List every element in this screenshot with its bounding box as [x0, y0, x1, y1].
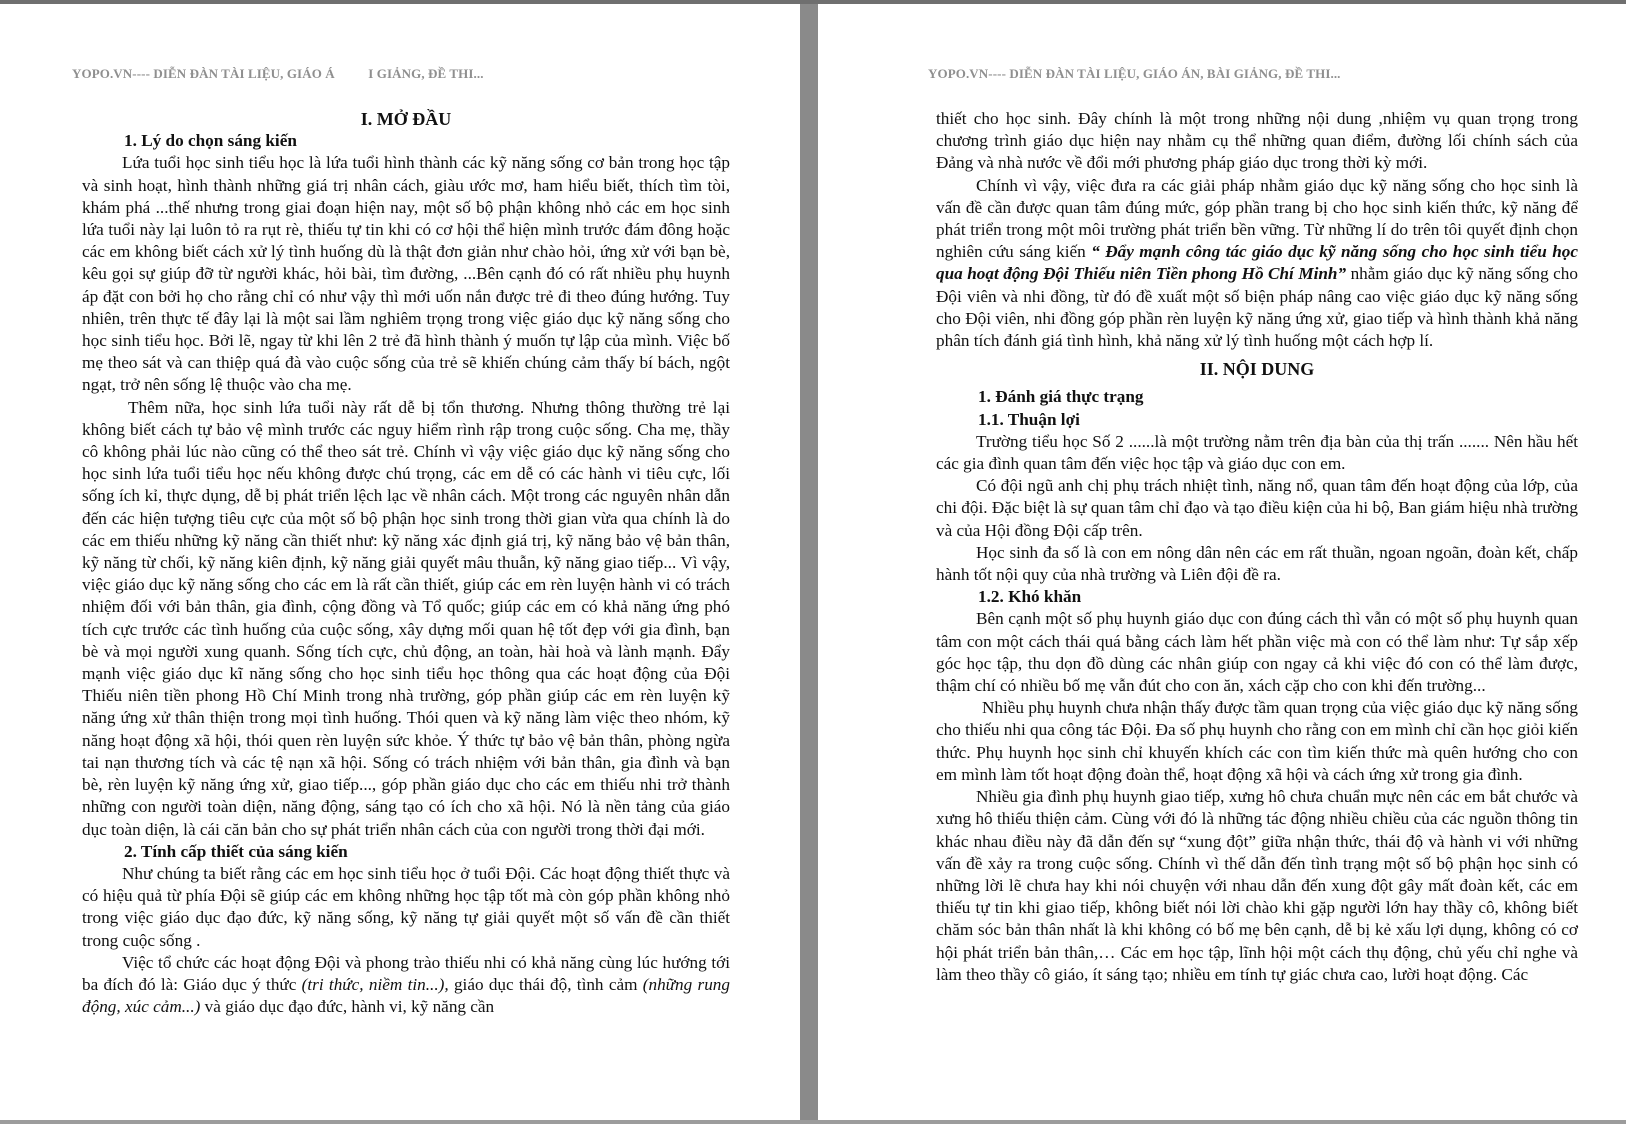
paragraph: Bên cạnh một số phụ huynh giáo dục con đúng cách thì vẫn có một số phụ huynh quan tâm con một cách thái quá bằng cách làm hết phần việc mà con có thể làm như: Tự sắp xếp góc học tập, thu dọn đồ dùng các nhân giúp con ngay cả khi việc đó con có thể làm được, thậm chí có nhiều bố mẹ vẫn đút cho con ăn, xách cặp cho con khi đến trường... — [936, 609, 1578, 696]
page-header: YOPO.VN---- DIỄN ĐÀN TÀI LIỆU, GIÁO ÁN, BÀI GIẢNG, ĐỀ THI... — [928, 66, 1341, 81]
paragraph: Nhiều phụ huynh chưa nhận thấy được tầm quan trọng của việc giáo dục kỹ năng sống cho thiếu nhi qua công tác Đội. Đa số phụ huynh cho rằng con em mình chỉ cần học giỏi kiến thức. Phụ huynh học sinh chỉ khuyến khích các con tìm kiến thức mà quên hướng cho con em mình làm tốt hoạt động đoàn thể, hoạt động xã hội và cách ứng xử trong gia đình. — [936, 698, 1578, 784]
italic-text: (những rung động, xúc cảm...) — [82, 974, 730, 1017]
paragraph: Có đội ngũ anh chị phụ trách nhiệt tình, năng nổ, quan tâm đến hoạt động của lớp, của chi đội. Đặc biệt là sự quan tâm chỉ đạo và tạo điều kiện của hi bộ, Ban giám hiệu nhà trường và của Hội đồng Đội cấp trên. — [936, 476, 1578, 540]
page-header: YOPO.VN---- DIỄN ĐÀN TÀI LIỆU, GIÁO Á I GIẢNG, ĐỀ THI... — [72, 66, 484, 81]
paragraph-text: giáo dục thái độ, tình cảm — [448, 974, 643, 994]
section-title: II. NỘI DUNG — [1199, 359, 1315, 380]
subsection-heading: 1. Lý do chọn sáng kiến — [124, 131, 297, 151]
paragraph — [82, 952, 730, 1019]
paragraph-text: và giáo dục đạo đức, hành vi, kỹ năng cần — [200, 997, 495, 1017]
subsection-heading: 2. Tính cấp thiết của sáng kiến — [124, 841, 348, 861]
paragraph-text: nhằm giáo dục kỹ năng sống cho Đội viên và nhi đồng, từ đó đề xuất một số biện pháp nâng cao việc giáo dục kỹ năng sống cho Đội viên, nhi đồng góp phần rèn luyện kỹ năng ứng xử, giao tiếp và hình thành khả năng phân tích đánh giá tình hình, khả năng xử lý tình huống một cách hợp lí. — [936, 264, 1578, 351]
window-bottom-edge — [0, 1120, 1626, 1124]
paragraph: Lứa tuổi học sinh tiểu học là lứa tuổi hình thành các kỹ năng sống cơ bản trong học tập và sinh hoạt, hình thành những giá trị nhân cách, giàu ước mơ, ham hiểu biết, thích tìm tòi, khám phá ...thế nhưng trong giai đoạn hiện nay, một số bộ phận không nhỏ các em học sinh lứa tuổi này lại luôn tỏ ra rụt rè, thiếu tự tin khi có cơ hội thể hiện mình trước đám đông hoặc các em không biết cách xử lý tình huống dù là thật đơn giản như chào hỏi, ứng xử với bạn bè, kêu gọi sự giúp đỡ từ người khác, hỏi bài, tìm đường, ...Bên cạnh đó có rất nhiều phụ huynh áp đặt con bởi họ cho rằng chỉ có như vậy thì mới uốn nắn được trẻ đi theo đúng hướng. Tuy nhiên, trên thực tế đây lại là một sai lầm nghiêm trọng trong việc giáo dục kỹ năng sống cho học sinh tiểu học. Bởi lẽ, ngay từ khi lên 2 trẻ đã hình thành ý muốn tự lập của mình. Việc bố mẹ theo sát và can thiệp quá đà vào cuộc sống của trẻ sẽ khiến chúng cảm thấy bí bách, ngột ngạt, trở nên sống lệ thuộc vào cha mẹ. — [82, 153, 730, 395]
paragraph-text: Chính vì vậy, việc đưa ra các giải pháp nhằm giáo dục kỹ năng sống cho học sinh là vấn đề cần được quan tâm đúng mức, góp phần trang bị cho học sinh kiến thức, kỹ năng để phát triển trong một môi trường phát triển bền vững. Từ những lí do trên tôi quyết định chọn nghiên cứu sáng kiến — [936, 175, 1578, 262]
document-page-left[interactable] — [0, 4, 800, 1120]
page-body — [936, 108, 1578, 986]
document-page-right[interactable] — [818, 4, 1626, 1120]
paragraph: Trường tiểu học Số 2 ......là một trường nằm trên địa bàn của thị trấn ....... Nên hầu hết các gia đình quan tâm đến việc học tập và giáo dục con em. — [936, 431, 1578, 474]
page-body — [82, 108, 730, 1018]
paragraph-text: Việc tổ chức các hoạt động Đội và phong trào thiếu nhi có khả năng cùng lúc hướng tới ba đích đó là: Giáo dục ý thức — [82, 952, 730, 994]
paragraph: Như chúng ta biết rằng các em học sinh tiểu học ở tuổi Đội. Các hoạt động thiết thực và có hiệu quả từ phía Đội sẽ giúp các em không những học tập tốt mà còn góp phần không nhỏ trong việc giáo dục đạo đức, kỹ năng sống, kỹ năng tự giải quyết một số vấn đề cần thiết trong cuộc sống . — [82, 863, 730, 950]
subsection-heading: 1.1. Thuận lợi — [978, 409, 1080, 429]
subsection-heading: 1. Đánh giá thực trạng — [978, 387, 1144, 407]
section-title: I. MỞ ĐẦU — [360, 109, 452, 129]
paragraph: Học sinh đa số là con em nông dân nên các em rất thuần, ngoan ngoãn, đoàn kết, chấp hành tốt nội quy của nhà trường và Liên đội đề ra. — [936, 542, 1578, 585]
paragraph: thiết cho học sinh. Đây chính là một trong những nội dung ,nhiệm vụ quan trọng trong chương trình giáo dục hiện nay nhằm cụ thể những quan điểm, đường lối chính sách của Đảng và nhà nước về đổi mới phương pháp giáo dục trong thời kỳ mới. — [936, 109, 1578, 173]
bold-italic-title: “ Đẩy mạnh công tác giáo dục kỹ năng sống cho học sinh tiểu học qua hoạt động Đội Thiếu niên Tiền phong Hồ Chí Minh” — [936, 242, 1578, 284]
italic-text: (tri thức, niềm tin...), — [301, 974, 449, 994]
paragraph: Nhiều gia đình phụ huynh giao tiếp, xưng hô chưa chuẩn mực nên các em bắt chước và xưng hô thiếu thiện cảm. Cùng với đó là những tác động nhiều chiều của các nguồn thông tin khác nhau điều này đã dẫn đến sự “xung đột” giữa nhận thức, thái độ và hành vi với những vấn đề xảy ra trong cuộc sống. Chính vì thế dẫn đến tình trạng một số bộ phận học sinh có những lời lẽ chưa hay khi nói chuyện với nhau dẫn đến xung đột gây mất đoàn kết, các em thiếu tự tin khi giao tiếp, không biết nói lời chào khi gặp người lớn hay thầy cô, không biết chăm sóc bản thân nhất là khi không có bố mẹ bên cạnh, dễ bị kẻ xấu lợi dụng, không có cơ hội phát triển bản thân,… Các em học tập, lĩnh hội một cách thụ động, chủ yếu chỉ nghe và làm theo thầy cô giáo, ít sáng tạo; nhiều em tính tự giác chưa cao, lười hoạt động. Các — [936, 787, 1578, 984]
paragraph — [936, 175, 1578, 353]
subsection-heading: 1.2. Khó khăn — [978, 587, 1082, 607]
paragraph: Thêm nữa, học sinh lứa tuổi này rất dễ bị tổn thương. Nhưng thông thường trẻ lại không biết cách tự bảo vệ mình trước các nguy hiểm rình rập trong cuộc sống. Cha mẹ, thầy cô không phải lúc nào cũng có thể theo sát trẻ. Chính vì vậy việc giáo dục kỹ năng sống cho học sinh lứa tuổi tiểu học nếu không được chú trọng, các em dễ có các hành vi tiêu cực, lối sống ích kỉ, thực dụng, dễ bị phát triển lệch lạc về nhân cách. Một trong các nguyên nhân dẫn đến các hiện tượng tiêu cực của một số bộ phận học sinh trong thời gian vừa qua chính là do các em thiếu những kỹ năng cần thiết như: kỹ năng xác định giá trị, kỹ năng bảo vệ bản thân, kỹ năng từ chối, kỹ năng kiên định, kỹ năng giải quyết mâu thuẫn, kỹ năng giao tiếp... Vì vậy, việc giáo dục kỹ năng sống cho các em là rất cần thiết, giúp các em rèn luyện hành vi có trách nhiệm đối với bản thân, gia đình, cộng đồng và Tổ quốc; giúp các em có khả năng ứng phó tích cực trước các tình huống của cuộc sống, xây dựng mối quan hệ tốt đẹp với gia đình, bạn bè và mọi người xung quanh. Sống tích cực, chủ động, an toàn, hài hoà và lành mạnh. Đẩy mạnh việc giáo dục kĩ năng sống cho học sinh tiểu học thông qua các hoạt động của Đội Thiếu niên tiền phong Hồ Chí Minh trong nhà trường, góp phần giúp các em rèn luyện kỹ năng ứng xử thân thiện trong mọi tình huống. Thói quen và kỹ năng làm việc theo nhóm, kỹ năng hoạt động xã hội, thói quen rèn luyện sức khỏe. Ý thức tự bảo vệ bản thân, phòng ngừa tai nạn thương tích và các tệ nạn xã hội. Sống có trách nhiệm với bản thân, gia đình và bạn bè, rèn luyện kỹ năng ứng xử, giao tiếp..., góp phần giáo dục cho các em thiếu nhi trở thành những con người toàn diện, năng động, sáng tạo có ích cho xã hội. Nó là nền tảng của giáo dục toàn diện, là cái căn bản cho sự phát triển nhân cách của con người trong thời đại mới. — [82, 397, 730, 839]
